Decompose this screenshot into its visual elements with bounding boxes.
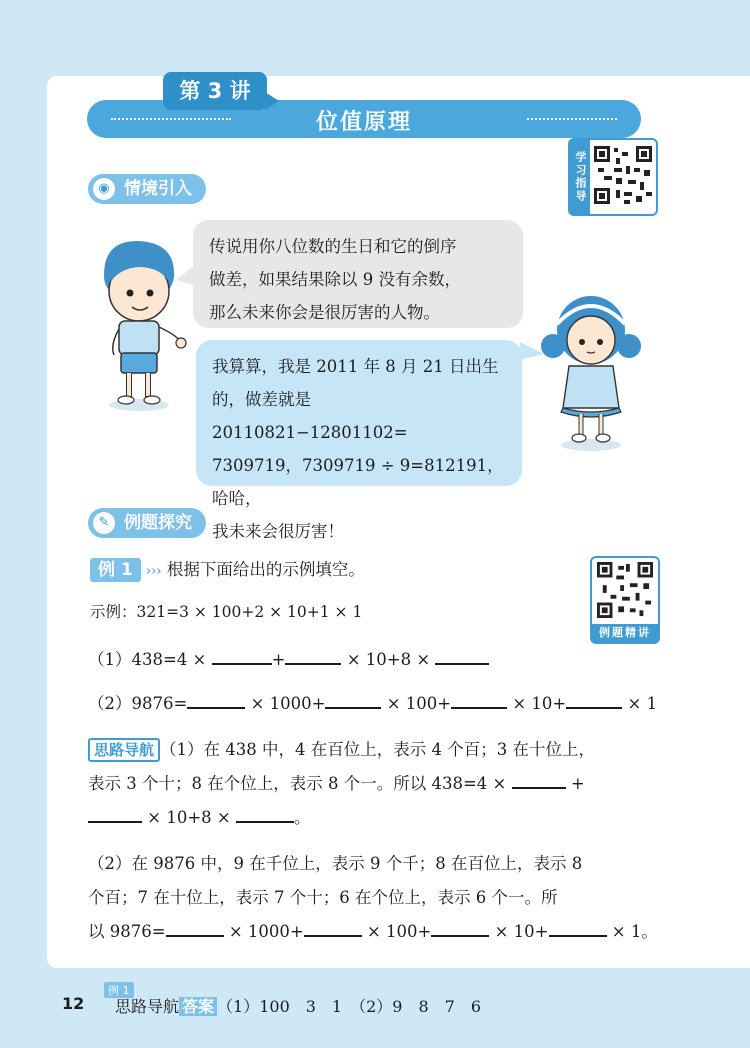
q1-part-c: × 10+8 × bbox=[346, 650, 431, 669]
girl-bubble-line4: 我未来会很厉害！ bbox=[212, 522, 344, 541]
hint-para2-line3 bbox=[88, 918, 658, 942]
hint-para1-line3 bbox=[88, 804, 310, 828]
answer-blank[interactable] bbox=[566, 693, 622, 709]
q1-part-a: （1）438=4 × bbox=[88, 650, 207, 669]
girl-speech-bubble bbox=[196, 340, 522, 541]
q2-part-b: × 1000+ bbox=[250, 694, 326, 713]
boy-bubble-line2: 做差，如果结果除以 9 没有余数， bbox=[209, 270, 461, 289]
hint-text: × 10+ bbox=[494, 922, 549, 941]
answer-blank[interactable] bbox=[304, 921, 362, 937]
answer-blank[interactable] bbox=[88, 807, 142, 823]
page-number: 12 bbox=[62, 994, 85, 1013]
lecture-tag: 第 3 讲 bbox=[163, 72, 267, 110]
hint-text: 表示 3 个十；8 在个位上，表示 8 个一。所以 438=4 × bbox=[88, 774, 507, 793]
answer-blank[interactable] bbox=[512, 773, 566, 789]
girl-bubble-line3: 7309719，7309719 ÷ 9=812191，哈哈， bbox=[212, 456, 504, 508]
qr-code-study[interactable] bbox=[568, 138, 658, 216]
hint-para2-line2: 个百；7 在十位上，表示 7 个十；6 在个位上，表示 6 个一。所 bbox=[88, 888, 558, 907]
hint-text: × 1000+ bbox=[228, 922, 304, 941]
footer-answer: （1）100 3 1 （2）9 8 7 6 bbox=[217, 997, 482, 1016]
answer-blank[interactable] bbox=[236, 807, 294, 823]
hint-text: + bbox=[570, 774, 585, 793]
hint-tag: 思路导航 bbox=[88, 738, 160, 762]
eye-icon: ◉ bbox=[93, 178, 115, 200]
question-1 bbox=[88, 646, 489, 670]
boy-bubble-line3: 那么未来你会是很厉害的人物。 bbox=[209, 303, 440, 322]
section-example-label: 例题探究 bbox=[124, 513, 192, 533]
answer-blank[interactable] bbox=[325, 693, 381, 709]
hint-para2-line1: （2）在 9876 中，9 在千位上，表示 9 个千；8 在百位上，表示 8 bbox=[88, 854, 583, 873]
q2-part-a: （2）9876= bbox=[88, 694, 188, 713]
example-1-heading bbox=[90, 556, 365, 582]
answer-blank[interactable] bbox=[451, 693, 507, 709]
answer-blank[interactable] bbox=[187, 693, 245, 709]
hint-text: （1）在 438 中，4 在百位上，表示 4 个百；3 在十位上， bbox=[160, 740, 595, 759]
q1-part-b: + bbox=[271, 650, 286, 669]
girl-illustration bbox=[535, 280, 645, 455]
boy-bubble-line1: 传说用你八位数的生日和它的倒序 bbox=[209, 237, 457, 256]
question-2 bbox=[88, 690, 657, 714]
sample-line: 示例：321=3 × 100+2 × 10+1 × 1 bbox=[90, 603, 363, 621]
footer-hint-label: 思路导航 bbox=[115, 997, 180, 1016]
footer-example-tag: 例 1 bbox=[104, 982, 134, 998]
answer-blank[interactable] bbox=[166, 921, 224, 937]
qr-pattern-icon bbox=[594, 146, 652, 204]
qr-code-example[interactable] bbox=[590, 556, 660, 644]
example-prompt: 根据下面给出的示例填空。 bbox=[166, 560, 365, 579]
chevron-icon: ››› bbox=[146, 564, 162, 579]
hint-text: × 100+ bbox=[366, 922, 432, 941]
example-tag: 例 1 bbox=[90, 558, 141, 582]
answer-tag: 答案 bbox=[179, 997, 217, 1016]
section-intro-header bbox=[88, 174, 206, 204]
girl-bubble-line1: 我算算，我是 2011 年 8 月 21 日出生 bbox=[212, 357, 499, 376]
hint-text: × 1。 bbox=[611, 922, 658, 941]
pencil-icon: ✎ bbox=[93, 512, 115, 534]
answer-blank[interactable] bbox=[549, 921, 607, 937]
footer-answer-line bbox=[115, 994, 481, 1017]
page-title: 位值原理 bbox=[315, 110, 412, 135]
section-example-header bbox=[88, 508, 206, 538]
girl-bubble-line2: 的，做差就是 20110821−12801102= bbox=[212, 390, 408, 442]
q2-part-c: × 100+ bbox=[386, 694, 452, 713]
q2-part-e: × 1 bbox=[627, 694, 658, 713]
boy-speech-bubble bbox=[193, 220, 523, 328]
hint-para1-line2 bbox=[88, 770, 585, 794]
boy-illustration bbox=[84, 235, 194, 415]
boy-bubble-tail bbox=[176, 264, 196, 288]
hint-text: × 10+8 × bbox=[147, 808, 231, 827]
qr-label: 学习指导 bbox=[570, 140, 590, 214]
hint-text: 。 bbox=[293, 808, 311, 827]
girl-bubble-tail bbox=[520, 340, 544, 364]
section-intro-label: 情境引入 bbox=[124, 179, 192, 199]
hint-text: 以 9876= bbox=[88, 922, 166, 941]
hint-para1-line1 bbox=[88, 736, 595, 762]
answer-blank[interactable] bbox=[212, 649, 272, 665]
qr-example-label: 例题精讲 bbox=[592, 624, 658, 642]
answer-blank[interactable] bbox=[431, 921, 489, 937]
answer-blank[interactable] bbox=[435, 649, 489, 665]
q2-part-d: × 10+ bbox=[512, 694, 567, 713]
answer-blank[interactable] bbox=[285, 649, 341, 665]
qr-pattern-icon bbox=[597, 562, 653, 618]
